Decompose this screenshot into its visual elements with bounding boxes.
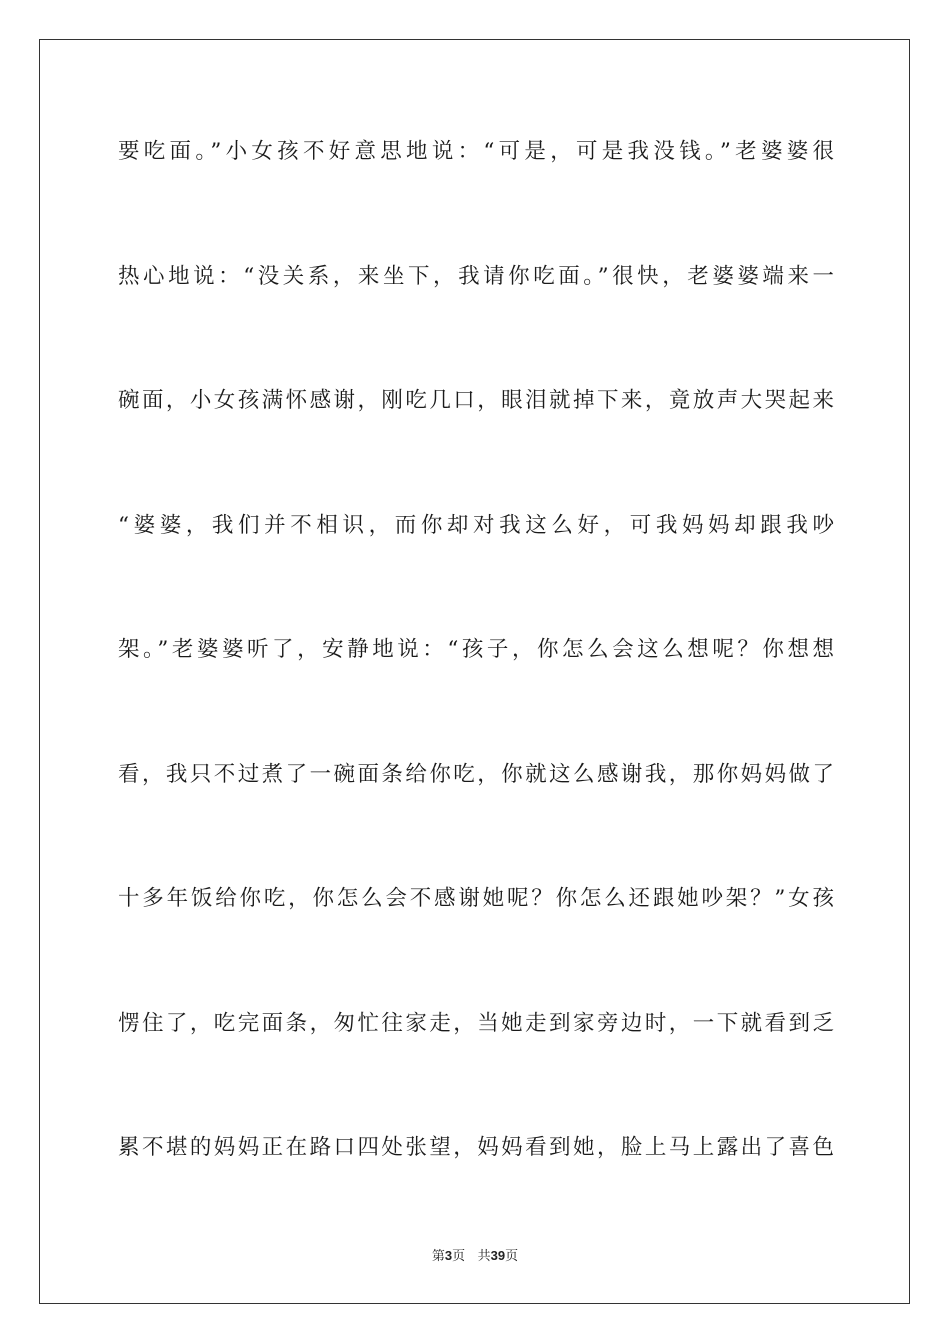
text-line: 累不堪的妈妈正在路口四处张望，妈妈看到她，脸上马上露出了喜色	[118, 1135, 834, 1160]
text-line: 碗面，小女孩满怀感谢，刚吃几口，眼泪就掉下来，竟放声大哭起来	[118, 388, 834, 413]
footer-prefix: 第	[431, 1249, 445, 1264]
text-line: 愣住了，吃完面条，匆忙往家走，当她走到家旁边时，一下就看到乏	[118, 1010, 834, 1036]
footer-page-suffix: 页	[452, 1249, 466, 1264]
document-body	[118, 130, 834, 1251]
text-line: 看，我只不过煮了一碗面条给你吃，你就这么感谢我，那你妈妈做了	[118, 761, 834, 787]
text-line: 热心地说：“没关系，来坐下，我请你吃面。”很快，老婆婆端来一	[118, 263, 834, 289]
text-line: 十多年饭给你吃，你怎么会不感谢她呢？你怎么还跟她吵架？”女孩	[118, 886, 834, 911]
current-page-number: 3	[444, 1248, 453, 1263]
page-number-footer	[0, 1248, 950, 1265]
text-line: “婆婆，我们并不相识，而你却对我这么好，可我妈妈却跟我吵	[118, 512, 834, 538]
text-line: 架。”老婆婆听了，安静地说：“孩子，你怎么会这么想呢？你想想	[118, 637, 834, 662]
total-pages-number: 39	[490, 1248, 506, 1263]
text-line: 要吃面。”小女孩不好意思地说：“可是，可是我没钱。”老婆婆很	[118, 139, 834, 164]
footer-total-prefix: 共	[477, 1249, 491, 1264]
footer-total-suffix: 页	[505, 1249, 519, 1264]
